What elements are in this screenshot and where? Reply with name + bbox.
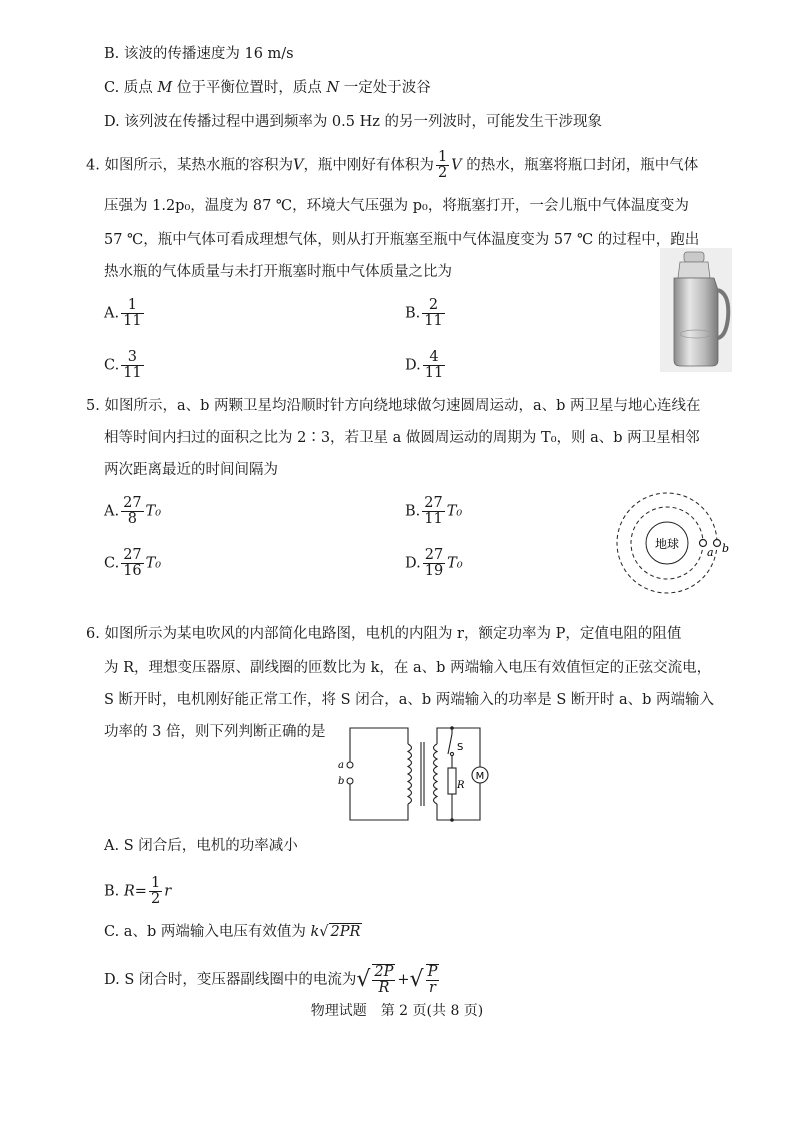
numerator: 2P — [374, 964, 394, 980]
switch-contact — [450, 752, 453, 755]
q6-option-d-text: D. S 闭合时，变压器副线圈中的电流为 — [104, 972, 357, 988]
q4-line-3: 57 ℃，瓶中气体可看成理想气体，则从打开瓶塞至瓶中气体温度变为 57 ℃ 的过程中，跑出 — [104, 232, 700, 248]
primary-coil — [408, 744, 412, 804]
numerator: 3 — [121, 350, 143, 366]
q5-option-a — [104, 496, 161, 527]
q6-line-1: 6. 如图所示为某电吹风的内部简化电路图，电机的内阻为 r，额定功率为 P，定值电阻的阻值 — [86, 626, 682, 642]
denominator: 16 — [123, 563, 142, 579]
var-k: k — [310, 924, 320, 940]
q4-text: 4. 如图所示，某热水瓶的容积为 — [86, 157, 293, 174]
q3-option-c — [104, 78, 431, 98]
option-label: C. — [104, 357, 120, 374]
option-fraction — [423, 350, 445, 381]
var-t0: T₀ — [447, 555, 463, 572]
q5-option-d — [405, 548, 463, 579]
numerator: 27 — [123, 495, 142, 511]
denominator: 2 — [437, 165, 448, 181]
denominator: 11 — [424, 365, 444, 381]
q3-option-c-text: 位于平衡位置时，质点 — [172, 80, 327, 96]
var-v: V — [451, 157, 462, 174]
var-n: N — [326, 80, 340, 96]
option-label: D. — [405, 357, 421, 374]
sqrt-expression-1 — [356, 964, 397, 996]
var-r-lower: r — [164, 883, 172, 900]
fraction-half — [149, 876, 162, 907]
secondary-coil — [434, 744, 438, 804]
q4-line-1 — [86, 150, 698, 181]
radicand: 2PR — [330, 924, 361, 940]
label-a: a — [707, 546, 714, 559]
denominator: R — [378, 980, 390, 996]
q4-line-2: 压强为 1.2p₀，温度为 87 ℃，环境大气压强为 p₀，将瓶塞打开，一会儿瓶中气体温度变为 — [104, 198, 689, 214]
option-fraction — [422, 496, 444, 527]
q3-option-d: D. 该列波在传播过程中遇到频率为 0.5 Hz 的另一列波时，可能发生干涉现象 — [104, 114, 602, 130]
label-a: a — [338, 760, 344, 771]
option-fraction — [422, 298, 444, 329]
denominator: 11 — [424, 313, 443, 329]
radical-sign: √ — [319, 924, 329, 940]
var-t0: T₀ — [145, 555, 162, 572]
radicand-fraction — [372, 964, 395, 996]
numerator: 27 — [424, 495, 443, 511]
q4-option-d — [405, 350, 447, 381]
q6-option-a: A. S 闭合后，电机的功率减小 — [104, 838, 298, 854]
option-fraction — [121, 496, 143, 527]
q3-option-b: B. 该波的传播速度为 16 m/s — [104, 46, 294, 62]
thermos-neck — [678, 262, 710, 278]
primary-wire-bottom — [350, 784, 408, 820]
satellite-b — [714, 540, 721, 547]
var-m: M — [157, 80, 173, 96]
denominator: r — [428, 980, 436, 996]
plus-sign: + — [397, 972, 410, 988]
equals: = — [134, 883, 147, 900]
thermos-figure — [660, 248, 732, 372]
option-fraction — [121, 298, 143, 329]
denominator: 11 — [123, 313, 142, 329]
q4-line-4: 热水瓶的气体质量与未打开瓶塞时瓶中气体质量之比为 — [104, 264, 452, 280]
label-m: M — [475, 771, 485, 782]
resistor — [448, 768, 456, 794]
sqrt-expression — [319, 922, 362, 942]
option-label: D. — [405, 555, 421, 572]
option-fraction — [423, 548, 445, 579]
option-label: B. — [405, 305, 421, 322]
option-label: A. — [104, 503, 120, 520]
q6-line-4: 功率的 3 倍，则下列判断正确的是 — [104, 724, 326, 740]
q6-option-d — [104, 964, 441, 996]
q5-line-3: 两次距离最近的时间间隔为 — [104, 462, 278, 478]
terminal-b — [347, 778, 353, 784]
q5-option-b — [405, 496, 462, 527]
denominator: 19 — [424, 563, 444, 579]
option-fraction — [121, 350, 143, 381]
numerator: 1 — [437, 149, 448, 165]
label-b: b — [338, 776, 345, 787]
option-fraction — [121, 548, 143, 579]
denominator: 11 — [424, 511, 443, 527]
numerator: 27 — [123, 547, 142, 563]
var-v: V — [292, 157, 304, 174]
primary-wire-top — [350, 728, 408, 762]
q4-option-c — [104, 350, 146, 381]
option-label: B. — [405, 503, 421, 520]
numerator: 1 — [121, 298, 143, 314]
numerator: P — [427, 964, 438, 980]
q5-line-1: 5. 如图所示，a、b 两颗卫星均沿顺时针方向绕地球做匀速圆周运动，a、b 两卫星与地心连线在 — [86, 398, 701, 414]
var-t0: T₀ — [446, 503, 463, 520]
junction-bottom — [450, 818, 454, 822]
terminal-a — [347, 762, 353, 768]
thermos-cap — [684, 252, 704, 262]
fraction-half — [436, 150, 449, 181]
label-b: b — [722, 542, 730, 555]
denominator: 2 — [150, 891, 161, 907]
satellite-a — [700, 540, 707, 547]
switch-blade — [448, 734, 452, 754]
option-label: B. — [104, 883, 124, 900]
q6-line-3: S 断开时，电机刚好能正常工作，将 S 闭合，a、b 两端输入的功率是 S 断开时 a、b 两端输入 — [104, 692, 715, 708]
thermos-body — [674, 278, 718, 366]
var-r-upper: R — [123, 883, 135, 900]
q6-option-b — [104, 876, 171, 907]
numerator: 2 — [422, 298, 444, 314]
denominator: 11 — [123, 365, 142, 381]
label-s: S — [457, 742, 464, 753]
earth-label: 地球 — [654, 537, 680, 551]
option-label: A. — [104, 305, 120, 322]
sqrt-expression-2 — [410, 964, 442, 996]
orbit-figure — [612, 488, 748, 600]
q3-option-c-text: 一定处于波谷 — [339, 80, 431, 96]
q4-text: ，瓶中刚好有体积为 — [303, 157, 434, 174]
label-r: R — [457, 780, 465, 791]
radical-sign: √ — [409, 967, 424, 992]
radical-sign: √ — [356, 967, 371, 992]
option-label: C. — [104, 555, 120, 572]
q6-line-2: 为 R，理想变压器原、副线圈的匝数比为 k，在 a、b 两端输入电压有效值恒定的正弦交流电， — [104, 660, 712, 676]
denominator: 8 — [127, 511, 137, 527]
q4-option-b — [405, 298, 447, 329]
q6-option-c-text: C. a、b 两端输入电压有效值为 — [104, 924, 311, 940]
radicand-fraction — [426, 964, 440, 996]
numerator: 1 — [150, 875, 161, 891]
circuit-figure — [330, 720, 500, 828]
q4-option-a — [104, 298, 146, 329]
q6-option-c — [104, 922, 362, 942]
var-t0: T₀ — [145, 503, 162, 520]
q5-option-c — [104, 548, 161, 579]
numerator: 4 — [423, 350, 445, 366]
junction-top — [450, 726, 454, 730]
numerator: 27 — [424, 547, 444, 563]
page-footer: 物理试题 第 2 页(共 8 页) — [310, 1003, 484, 1019]
q5-line-2: 相等时间内扫过的面积之比为 2∶3，若卫星 a 做圆周运动的周期为 T₀，则 a、b 两卫星相邻 — [104, 430, 700, 446]
q3-option-c-text: C. 质点 — [104, 80, 158, 96]
q4-text: 的热水，瓶塞将瓶口封闭，瓶中气体 — [461, 157, 699, 174]
